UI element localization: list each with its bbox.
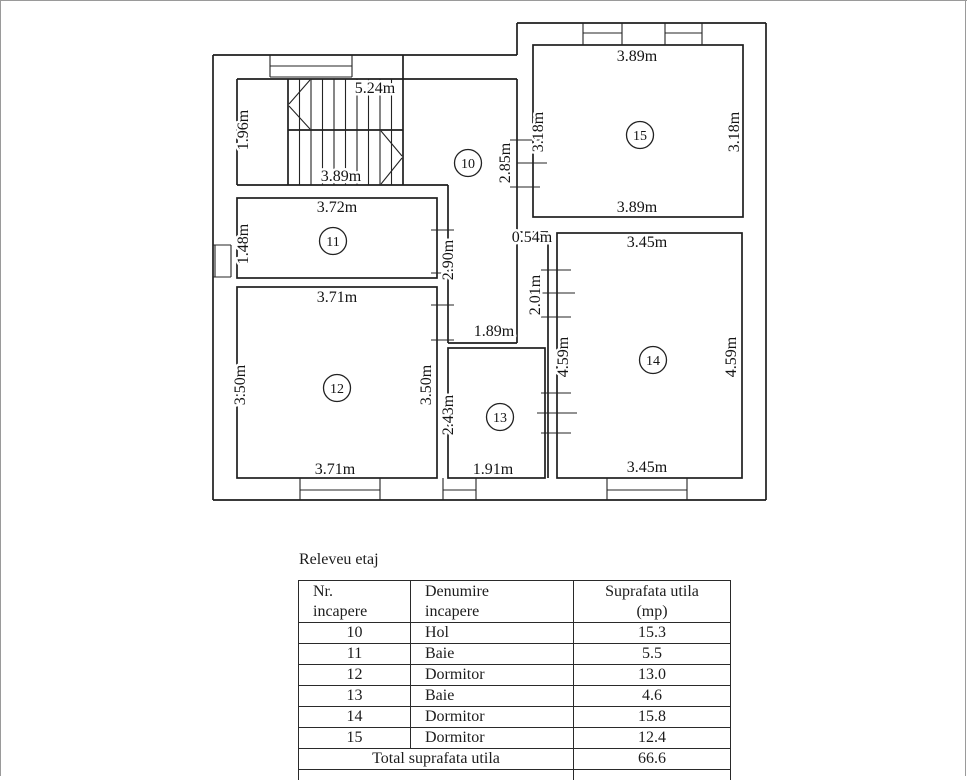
table-cell: 15.8 (574, 707, 731, 728)
table-cell: Baie (411, 686, 574, 707)
dimension-label: 1.48m (235, 223, 252, 264)
table-row (299, 623, 731, 644)
dimension-label: 3.50m (232, 364, 249, 405)
table-row (299, 686, 731, 707)
room-number-text: 12 (330, 382, 344, 397)
dimension-label: 0.54m (512, 229, 553, 246)
stair-walls (237, 55, 517, 343)
room-number-text: 13 (493, 411, 507, 426)
dimension-label: 2.43m (440, 394, 457, 435)
room-15-top-windows (583, 23, 702, 45)
table-cell: Dormitor (411, 728, 574, 749)
table-cell: 5.5 (574, 644, 731, 665)
table-row (299, 707, 731, 728)
dimension-label: 2.85m (497, 142, 514, 183)
total-value-cell: 66.6 (574, 749, 731, 770)
header-suprafata-utila: Suprafata utila (mp) (574, 581, 731, 623)
dimension-label: 3.18m (726, 111, 743, 152)
table-cell: 13.0 (574, 665, 731, 686)
table-cell: 10 (299, 623, 411, 644)
dimension-label: 2.90m (440, 239, 457, 280)
room-number-text: 15 (633, 129, 647, 144)
table-row (299, 665, 731, 686)
table-cell: 11 (299, 644, 411, 665)
stair-landing-window (270, 55, 352, 77)
table-cell: 12 (299, 665, 411, 686)
dimension-label: 3.71m (317, 289, 358, 306)
room-number-text: 11 (326, 235, 339, 250)
dimension-label: 1.89m (474, 323, 515, 340)
bottom-window-bays (300, 478, 687, 500)
table-cell: 15.3 (574, 623, 731, 644)
dimension-label: 1.96m (235, 109, 252, 150)
dimension-label: 1.91m (473, 461, 514, 478)
dimension-label: 5.24m (355, 80, 396, 97)
table-row (299, 644, 731, 665)
table-cell: 4.6 (574, 686, 731, 707)
room-12-door (431, 305, 454, 340)
dimension-label: 3.18m (530, 111, 547, 152)
room-number-badges (320, 122, 667, 431)
table-cell: Baie (411, 644, 574, 665)
dimension-label: 3.89m (617, 48, 658, 65)
dimension-label: 3.50m (418, 364, 435, 405)
left-wall-window (213, 245, 231, 277)
table-total-row (299, 749, 731, 770)
header-nr-incapere: Nr. incapere (299, 581, 411, 623)
table-cell: Dormitor (411, 707, 574, 728)
table-title: Releveu etaj (299, 551, 379, 569)
dimension-label: 4.59m (723, 336, 740, 377)
table-cell: Hol (411, 623, 574, 644)
dimension-label: 4.59m (555, 336, 572, 377)
total-label-cell: Total suprafata utila (299, 749, 574, 770)
table-cell: 13 (299, 686, 411, 707)
table-clipped-row (299, 770, 731, 780)
table-header-row (299, 581, 731, 623)
dimension-label: 3.89m (321, 168, 362, 185)
dimension-label: 3.71m (315, 461, 356, 478)
table-row (299, 728, 731, 749)
area-table (298, 580, 731, 780)
dimension-label: 3.45m (627, 234, 668, 251)
dimension-label: 3.89m (617, 199, 658, 216)
dimension-label: 3.45m (627, 459, 668, 476)
table-cell: Dormitor (411, 665, 574, 686)
table-cell: 14 (299, 707, 411, 728)
dimension-label: 2.01m (527, 274, 544, 315)
outer-walls (213, 23, 766, 500)
table-cell: 12.4 (574, 728, 731, 749)
table-cell: 15 (299, 728, 411, 749)
header-denumire-incapere: Denumire incapere (411, 581, 574, 623)
dimension-label: 3.72m (317, 199, 358, 216)
room-number-text: 10 (461, 157, 475, 172)
room-number-text: 14 (646, 354, 660, 369)
